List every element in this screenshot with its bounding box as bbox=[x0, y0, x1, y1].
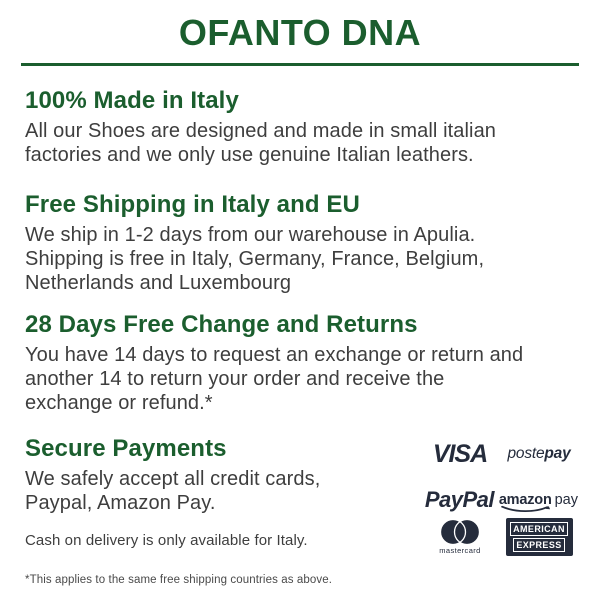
body-line: factories and we only use genuine Italian leathers. bbox=[25, 144, 474, 166]
section-heading-made-in-italy: 100% Made in Italy bbox=[25, 87, 239, 114]
amazon-word: amazon bbox=[498, 491, 552, 508]
postepay-logo-icon bbox=[500, 446, 578, 462]
payment-row-3 bbox=[420, 517, 578, 557]
section-heading-secure-payments: Secure Payments bbox=[25, 435, 227, 462]
body-line: You have 14 days to request an exchange or return and bbox=[25, 344, 524, 366]
body-line: Shipping is free in Italy, Germany, France, Belgium, bbox=[25, 248, 485, 270]
mastercard-logo bbox=[439, 519, 481, 555]
body-line: Netherlands and Luxembourg bbox=[25, 272, 292, 294]
title-divider bbox=[21, 63, 579, 66]
body-line: We ship in 1-2 days from our warehouse in Apulia. bbox=[25, 224, 476, 246]
section-body-secure-payments bbox=[25, 467, 420, 515]
amazon-pay-word: pay bbox=[554, 491, 578, 508]
section-secure-payments bbox=[25, 435, 578, 557]
secure-payments-text bbox=[25, 435, 420, 550]
paypal-logo-text: PayPal bbox=[424, 487, 494, 512]
amex-logo-box bbox=[506, 518, 573, 556]
mastercard-label: mastercard bbox=[439, 546, 481, 556]
section-made-in-italy bbox=[25, 87, 578, 167]
payment-row-2 bbox=[420, 483, 578, 517]
section-body-returns bbox=[25, 343, 578, 415]
shipping-countries-footnote: *This applies to the same free shipping countries as above. bbox=[25, 574, 332, 586]
payment-row-1 bbox=[420, 437, 578, 471]
postepay-bold-part: pay bbox=[544, 445, 571, 463]
amazonpay-logo-text bbox=[499, 493, 578, 508]
body-line: exchange or refund.* bbox=[25, 392, 213, 414]
postepay-regular-part: poste bbox=[507, 445, 545, 463]
payment-methods-grid bbox=[420, 435, 578, 557]
cash-on-delivery-note: Cash on delivery is only available for Italy. bbox=[25, 532, 308, 549]
mastercard-logo-icon bbox=[420, 519, 500, 555]
postepay-logo-text bbox=[507, 446, 570, 462]
body-line: All our Shoes are designed and made in small italian bbox=[25, 120, 497, 142]
section-returns bbox=[25, 311, 578, 415]
section-heading-free-shipping: Free Shipping in Italy and EU bbox=[25, 191, 360, 218]
body-line: Paypal, Amazon Pay. bbox=[25, 492, 216, 514]
amazonpay-logo-icon bbox=[499, 493, 578, 508]
section-free-shipping bbox=[25, 191, 578, 295]
visa-logo-icon bbox=[420, 439, 500, 468]
amex-word-express: EXPRESS bbox=[513, 538, 565, 552]
amazon-smile-icon bbox=[500, 505, 553, 513]
body-line: We safely accept all credit cards, bbox=[25, 468, 321, 490]
page-title: OFANTO DNA bbox=[178, 12, 422, 53]
mastercard-circles-icon bbox=[439, 519, 481, 546]
body-line: another 14 to return your order and receive the bbox=[25, 368, 445, 390]
section-heading-returns: 28 Days Free Change and Returns bbox=[25, 311, 418, 338]
section-body-free-shipping bbox=[25, 223, 578, 295]
amex-word-american: AMERICAN bbox=[510, 522, 569, 536]
amex-logo-icon bbox=[500, 518, 578, 556]
amazon-word-wrap bbox=[499, 493, 552, 508]
visa-logo-text: VISA bbox=[432, 439, 488, 468]
paypal-logo-icon bbox=[420, 489, 499, 511]
section-body-made-in-italy bbox=[25, 119, 578, 167]
